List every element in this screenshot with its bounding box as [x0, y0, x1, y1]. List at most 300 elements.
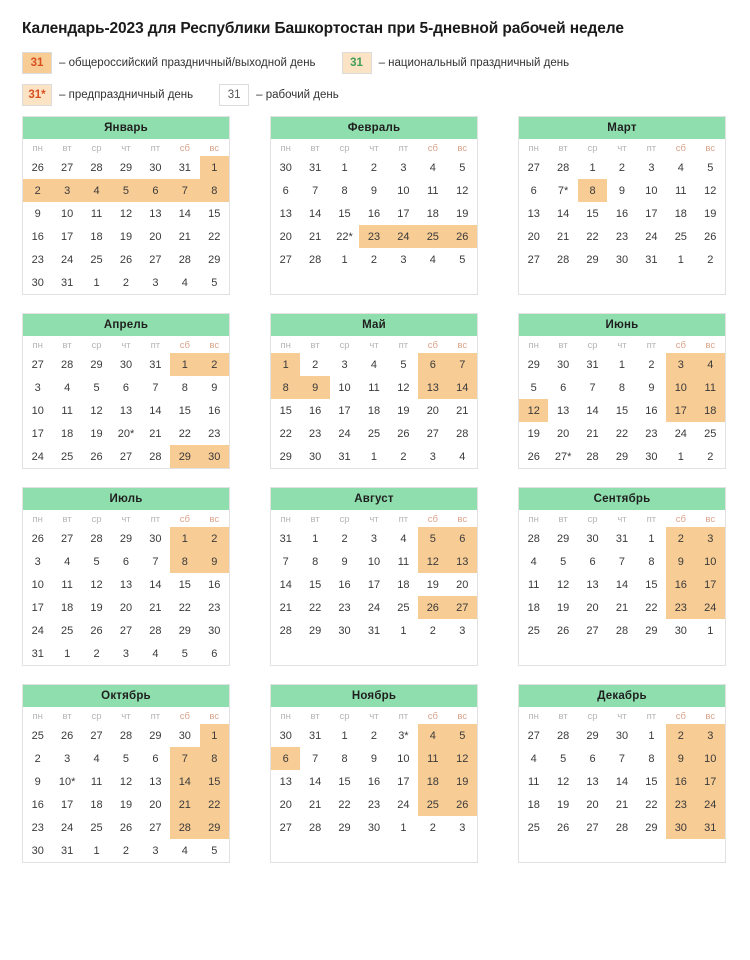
day-cell: 2 [666, 527, 695, 550]
day-cell: 5 [181, 647, 188, 660]
day-cell: 2 [429, 624, 436, 637]
month-table [23, 336, 229, 468]
day-cell: 8 [200, 179, 229, 202]
day-cell: 25 [704, 427, 717, 440]
weekday-пн: пн [32, 143, 43, 154]
day-cell: 2 [122, 844, 130, 857]
day-cell: 26 [557, 624, 570, 637]
day-cell: 19 [90, 427, 103, 440]
weekday-чт: чт [617, 143, 627, 154]
weekday-пт: пт [150, 340, 161, 351]
day-cell: 11 [528, 775, 540, 788]
day-cell: 31 [31, 647, 44, 660]
day-cell: 4 [677, 161, 684, 174]
day-cell: 20 [456, 578, 469, 591]
day-cell: 24 [696, 793, 725, 816]
day-cell: 16 [338, 578, 351, 591]
day-cell: 7 [618, 555, 626, 568]
day-cell: 14 [615, 578, 629, 591]
day-cell: 11 [90, 775, 103, 788]
day-cell: 21 [149, 601, 162, 614]
week-row [271, 573, 477, 596]
day-cell: 7 [448, 353, 477, 376]
week-row [271, 445, 477, 468]
month-name: Март [519, 117, 725, 139]
day-cell: 1 [93, 276, 100, 289]
week-row [23, 596, 229, 619]
weekday-вт: вт [310, 340, 320, 351]
week-row [23, 793, 229, 816]
day-cell: 16 [367, 207, 381, 220]
day-cell: 6 [530, 184, 537, 197]
week-row [23, 747, 229, 770]
weekday-чт: чт [121, 514, 131, 525]
day-cell: 20 [586, 798, 599, 811]
day-cell: 7 [152, 555, 159, 568]
day-cell: 27 [279, 253, 292, 266]
day-cell: 14 [170, 770, 199, 793]
day-cell: 30 [586, 532, 599, 545]
day-cell: 3 [122, 647, 130, 660]
day-cell: 28 [61, 358, 74, 371]
month-card [270, 684, 478, 863]
weekday-сб: сб [427, 514, 438, 525]
day-cell: 2 [312, 358, 319, 371]
day-cell: 11 [418, 747, 447, 770]
day-cell: 28 [90, 161, 103, 174]
day-cell: 19 [90, 601, 103, 614]
weekday-вс: вс [705, 143, 716, 154]
weekday-сб: сб [675, 514, 686, 525]
day-cell: 28 [557, 253, 570, 266]
day-cell: 21 [279, 601, 292, 614]
day-cell: 27* [554, 450, 572, 463]
month-table [23, 707, 229, 862]
day-cell: 20 [119, 601, 133, 614]
weekday-чт: чт [369, 340, 379, 351]
weekday-header-row [23, 707, 229, 724]
day-cell: 9 [34, 207, 41, 220]
day-cell: 1 [707, 624, 714, 637]
day-cell: 26 [119, 821, 133, 834]
day-cell: 2 [618, 161, 626, 174]
weekday-ср: ср [339, 711, 350, 722]
day-cell: 27 [31, 358, 44, 371]
day-cell: 19 [426, 578, 439, 591]
day-cell: 30 [674, 624, 687, 637]
weekday-чт: чт [617, 340, 627, 351]
weekday-ср: ср [339, 514, 350, 525]
week-row [519, 724, 725, 747]
weekday-пн: пн [32, 340, 43, 351]
weekday-сб: сб [179, 340, 190, 351]
weekday-пт: пт [646, 340, 657, 351]
months-grid [22, 116, 732, 863]
weekday-пт: пт [150, 143, 161, 154]
week-row [271, 399, 477, 422]
week-row [271, 793, 477, 816]
day-cell: 12 [397, 381, 410, 394]
day-cell: 6 [589, 555, 596, 568]
weekday-чт: чт [121, 340, 131, 351]
day-cell: 6 [560, 381, 567, 394]
day-cell: 1 [271, 353, 300, 376]
day-cell: 14 [279, 578, 292, 591]
day-cell: 5 [459, 161, 466, 174]
weekday-header-row [271, 336, 477, 353]
day-cell: 1 [200, 724, 229, 747]
day-cell: 15 [208, 207, 221, 220]
day-cell: 24 [367, 601, 381, 614]
weekday-header-row [271, 139, 477, 156]
day-cell: 31 [178, 161, 191, 174]
weekday-вт: вт [558, 711, 568, 722]
day-cell: 3 [370, 532, 378, 545]
legend-label: – рабочий день [256, 89, 339, 101]
month-table [519, 707, 725, 839]
day-cell: 3 [459, 624, 466, 637]
weekday-ср: ср [587, 514, 598, 525]
weekday-вс: вс [209, 143, 220, 154]
day-cell: 21 [615, 601, 629, 614]
day-cell: 3 [696, 724, 725, 747]
day-cell: 25 [418, 225, 447, 248]
day-cell: 27 [119, 624, 133, 637]
day-cell: 1 [170, 527, 199, 550]
day-cell: 26 [31, 161, 44, 174]
day-cell: 20 [557, 427, 570, 440]
day-cell: 18 [527, 798, 540, 811]
day-cell: 8 [312, 555, 319, 568]
day-cell: 26 [397, 427, 410, 440]
day-cell: 29 [645, 624, 658, 637]
day-cell: 11 [696, 376, 725, 399]
week-row [271, 156, 477, 179]
week-row [519, 179, 725, 202]
day-cell: 14 [309, 775, 322, 788]
day-cell: 23 [666, 596, 695, 619]
weekday-чт: чт [617, 711, 627, 722]
day-cell: 28 [170, 816, 199, 839]
day-cell: 2 [200, 527, 229, 550]
day-cell: 16 [309, 404, 322, 417]
day-cell: 9 [648, 381, 655, 394]
day-cell: 19 [119, 798, 133, 811]
day-cell: 16 [31, 798, 44, 811]
day-cell: 23 [208, 427, 221, 440]
day-cell: 2 [93, 647, 100, 660]
week-row [23, 271, 229, 294]
day-cell: 20 [279, 798, 292, 811]
day-cell: 13 [418, 376, 447, 399]
weekday-вс: вс [705, 711, 716, 722]
day-cell: 4 [418, 724, 447, 747]
day-cell: 5 [560, 555, 567, 568]
day-cell: 13 [119, 578, 133, 591]
week-row [271, 816, 477, 839]
day-cell: 8 [170, 550, 199, 573]
day-cell: 26 [119, 253, 133, 266]
weekday-ср: ср [587, 143, 598, 154]
day-cell: 18 [61, 427, 74, 440]
day-cell: 11 [397, 555, 410, 568]
weekday-вс: вс [209, 711, 220, 722]
day-cell: 9 [211, 381, 218, 394]
day-cell: 30 [615, 729, 629, 742]
day-cell: 3 [666, 353, 695, 376]
weekday-вт: вт [62, 711, 72, 722]
day-cell: 21 [615, 798, 629, 811]
day-cell: 26 [527, 450, 540, 463]
day-cell: 3 [52, 179, 81, 202]
day-cell: 18 [397, 578, 410, 591]
month-card [22, 684, 230, 863]
day-cell: 29 [557, 532, 570, 545]
day-cell: 17 [696, 770, 725, 793]
week-row [519, 202, 725, 225]
day-cell: 4 [429, 253, 436, 266]
day-cell: 31 [586, 358, 599, 371]
week-row [519, 770, 725, 793]
day-cell: 2 [341, 532, 348, 545]
day-cell: 2 [648, 358, 655, 371]
month-name: Октябрь [23, 685, 229, 707]
week-row [23, 816, 229, 839]
day-cell: 24 [389, 225, 418, 248]
month-table [271, 510, 477, 642]
day-cell: 17 [31, 427, 44, 440]
day-cell: 13 [586, 775, 599, 788]
day-cell: 19 [119, 230, 133, 243]
day-cell: 27 [426, 427, 439, 440]
day-cell: 17 [666, 399, 695, 422]
day-cell: 10 [61, 207, 74, 220]
day-cell: 24 [696, 596, 725, 619]
day-cell: 28 [119, 729, 133, 742]
day-cell: 4 [93, 752, 100, 765]
weekday-header-row [519, 139, 725, 156]
day-cell: 1 [648, 532, 655, 545]
day-cell: 22 [279, 427, 292, 440]
day-cell: 5 [93, 555, 100, 568]
day-cell: 20 [527, 230, 540, 243]
day-cell: 29 [527, 358, 540, 371]
week-row [23, 839, 229, 862]
day-cell: 7 [312, 752, 319, 765]
day-cell: 14 [615, 775, 629, 788]
day-cell: 18 [674, 207, 687, 220]
day-cell: 26 [448, 225, 477, 248]
day-cell: 8 [618, 381, 626, 394]
day-cell: 14 [586, 404, 599, 417]
day-cell: 22 [309, 601, 322, 614]
day-cell: 17 [397, 775, 410, 788]
day-cell: 27 [149, 821, 162, 834]
month-card [270, 116, 478, 295]
day-cell: 22 [586, 230, 599, 243]
month-table [271, 336, 477, 468]
day-cell: 30 [178, 729, 191, 742]
weekday-header-row [271, 510, 477, 527]
week-row [271, 202, 477, 225]
month-card [22, 487, 230, 666]
day-cell: 30 [149, 161, 162, 174]
day-cell: 1 [341, 729, 348, 742]
weekday-сб: сб [675, 711, 686, 722]
month-card [518, 487, 726, 666]
day-cell: 3 [400, 161, 407, 174]
day-cell: 29 [208, 253, 221, 266]
day-cell: 21 [178, 230, 191, 243]
day-cell: 16 [666, 770, 695, 793]
day-cell: 25 [31, 729, 44, 742]
day-cell: 10 [645, 184, 658, 197]
day-cell: 13 [149, 775, 162, 788]
day-cell: 30 [200, 445, 229, 468]
weekday-вс: вс [705, 514, 716, 525]
day-cell: 5 [418, 527, 447, 550]
legend-row [22, 84, 732, 106]
weekday-чт: чт [617, 514, 627, 525]
day-cell: 21 [309, 230, 322, 243]
month-table [519, 510, 725, 642]
weekday-пн: пн [528, 711, 539, 722]
day-cell: 28 [456, 427, 469, 440]
day-cell: 11 [61, 404, 73, 417]
month-table [519, 336, 725, 468]
day-cell: 27 [527, 253, 540, 266]
day-cell: 8 [341, 752, 348, 765]
day-cell: 3 [34, 381, 41, 394]
day-cell: 25 [61, 450, 74, 463]
day-cell: 21 [456, 404, 469, 417]
day-cell: 2 [200, 353, 229, 376]
week-row [271, 619, 477, 642]
day-cell: 26 [31, 532, 44, 545]
day-cell: 22 [645, 601, 658, 614]
day-cell: 31 [309, 729, 322, 742]
day-cell: 7 [170, 179, 199, 202]
day-cell: 6 [152, 752, 159, 765]
day-cell: 19 [704, 207, 717, 220]
weekday-пн: пн [280, 711, 291, 722]
day-cell: 13 [448, 550, 477, 573]
week-row [23, 399, 229, 422]
day-cell: 27 [448, 596, 477, 619]
week-row [271, 527, 477, 550]
week-row [519, 399, 725, 422]
weekday-вт: вт [558, 514, 568, 525]
weekday-вс: вс [209, 514, 220, 525]
weekday-чт: чт [121, 143, 131, 154]
day-cell: 10 [397, 184, 410, 197]
week-row [519, 573, 725, 596]
week-row [23, 619, 229, 642]
week-row [519, 248, 725, 271]
day-cell: 27 [61, 161, 74, 174]
weekday-header-row [23, 336, 229, 353]
weekday-header-row [23, 510, 229, 527]
day-cell: 18 [61, 601, 74, 614]
week-row [23, 445, 229, 468]
day-cell: 7 [589, 381, 596, 394]
day-cell: 26 [418, 596, 447, 619]
weekday-сб: сб [179, 143, 190, 154]
day-cell: 2 [370, 729, 378, 742]
day-cell: 31 [338, 450, 351, 463]
legend-chip: 31* [22, 84, 52, 106]
weekday-пн: пн [528, 340, 539, 351]
weekday-чт: чт [369, 711, 379, 722]
day-cell: 24 [61, 253, 74, 266]
day-cell: 22 [178, 601, 191, 614]
day-cell: 12 [519, 399, 548, 422]
day-cell: 4 [152, 647, 159, 660]
week-row [519, 422, 725, 445]
week-row [23, 770, 229, 793]
day-cell: 30 [31, 276, 44, 289]
day-cell: 1 [648, 729, 655, 742]
day-cell: 17 [696, 573, 725, 596]
day-cell: 19 [527, 427, 540, 440]
day-cell: 5 [93, 381, 100, 394]
weekday-вт: вт [558, 340, 568, 351]
weekday-вт: вт [310, 514, 320, 525]
day-cell: 9 [666, 550, 695, 573]
day-cell: 23 [367, 798, 381, 811]
day-cell: 30 [279, 161, 292, 174]
day-cell: 6 [448, 527, 477, 550]
day-cell: 4 [82, 179, 111, 202]
day-cell: 9 [370, 184, 378, 197]
week-row [23, 376, 229, 399]
day-cell: 21 [309, 798, 322, 811]
day-cell: 1 [64, 647, 71, 660]
day-cell: 18 [367, 404, 381, 417]
weekday-вт: вт [62, 340, 72, 351]
week-row [519, 156, 725, 179]
weekday-ср: ср [91, 340, 102, 351]
weekday-сб: сб [427, 340, 438, 351]
day-cell: 29 [119, 532, 133, 545]
day-cell: 25 [61, 624, 74, 637]
day-cell: 25 [418, 793, 447, 816]
day-cell: 14 [178, 207, 191, 220]
day-cell: 27 [527, 729, 540, 742]
weekday-пт: пт [398, 711, 409, 722]
month-card [270, 487, 478, 666]
day-cell: 29 [615, 450, 629, 463]
weekday-пт: пт [646, 514, 657, 525]
weekday-header-row [23, 139, 229, 156]
day-cell: 1 [589, 161, 596, 174]
day-cell: 23 [615, 230, 629, 243]
day-cell: 13 [279, 207, 292, 220]
weekday-вс: вс [457, 143, 468, 154]
weekday-вс: вс [457, 711, 468, 722]
weekday-пт: пт [398, 514, 409, 525]
day-cell: 10 [31, 578, 44, 591]
day-cell: 17 [31, 601, 44, 614]
month-name: Апрель [23, 314, 229, 336]
day-cell: 30 [119, 358, 133, 371]
day-cell: 5 [111, 179, 140, 202]
day-cell: 16 [367, 775, 381, 788]
day-cell: 24 [397, 798, 410, 811]
day-cell: 8 [341, 184, 348, 197]
day-cell: 13 [119, 404, 133, 417]
day-cell: 18 [90, 798, 103, 811]
